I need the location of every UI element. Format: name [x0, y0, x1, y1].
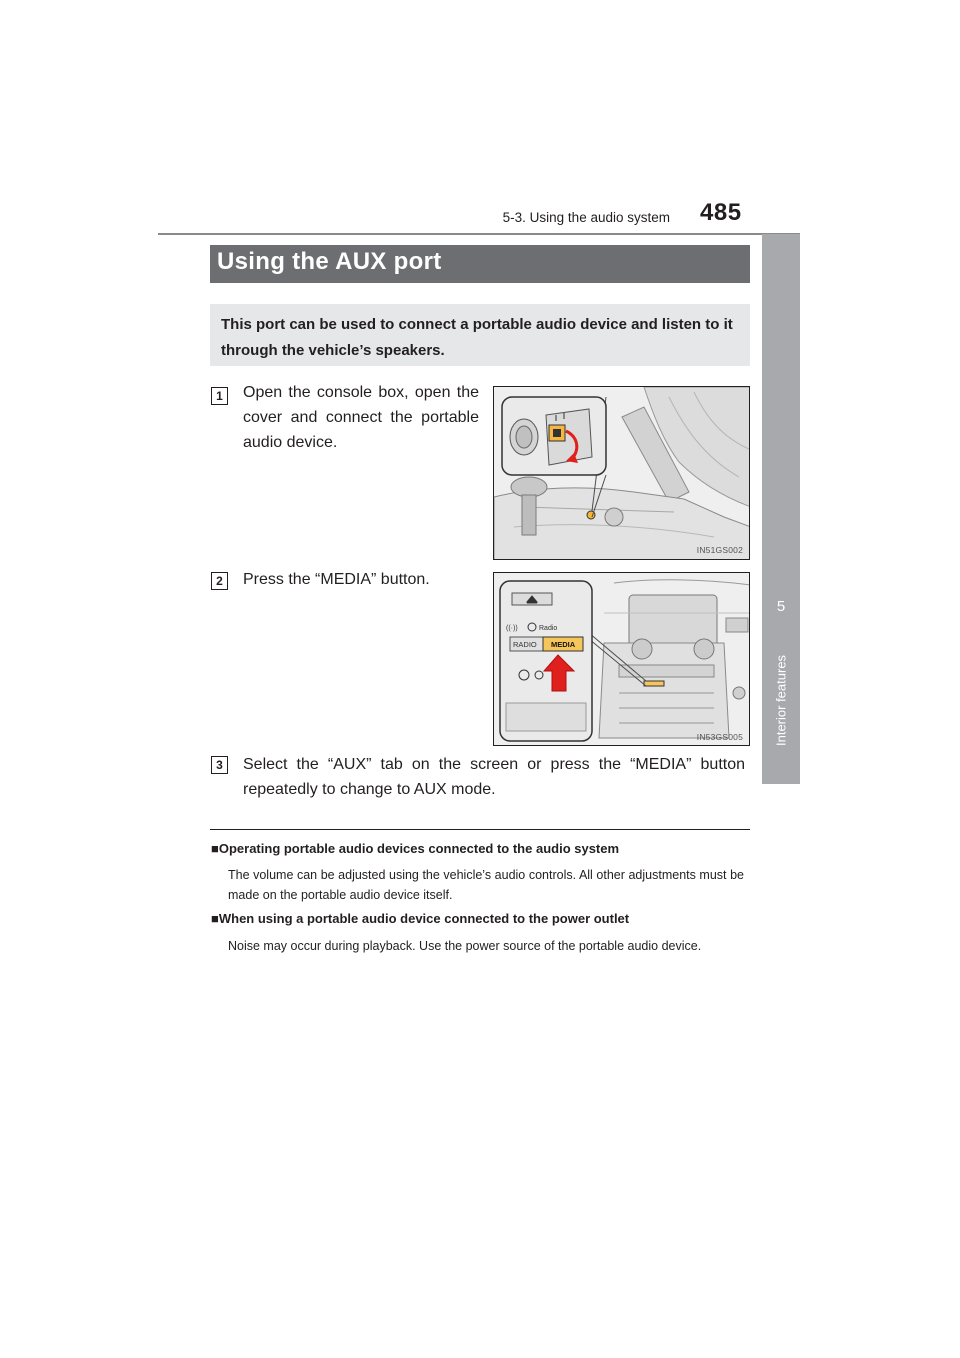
- inset-radio-button-label: RADIO: [513, 640, 537, 649]
- chapter-number: 5: [776, 598, 786, 615]
- running-header-section: 5-3. Using the audio system: [502, 210, 670, 225]
- intro-text: This port can be used to connect a portable audio device and listen to it through the vehicle’s speakers.: [221, 316, 733, 359]
- inset-radio-small-label: Radio: [539, 625, 558, 632]
- console-box-illustration: [494, 387, 750, 560]
- square-bullet-icon: ■: [211, 911, 219, 926]
- header-rule: [158, 233, 800, 235]
- step-3-text: Select the “AUX” tab on the screen or press the “MEDIA” button repeatedly to change to AUX mode.: [243, 756, 745, 798]
- notes-divider: [210, 829, 750, 830]
- square-bullet-icon: ■: [211, 841, 219, 856]
- step-marker-3: 3: [211, 756, 228, 774]
- step-marker-1: 1: [211, 387, 228, 405]
- figure-2-id: IN53GS005: [696, 732, 743, 742]
- note-2-heading: ■When using a portable audio device connected to the power outlet: [211, 911, 630, 926]
- note-1-heading: ■Operating portable audio devices connected to the audio system: [211, 841, 620, 856]
- page-number: 485: [700, 199, 742, 226]
- figure-1-id: IN51GS002: [696, 545, 743, 555]
- chapter-title: Interior features: [773, 654, 789, 746]
- step-1-text: Open the console box, open the cover and connect the portable audio device.: [243, 384, 479, 451]
- dashboard-illustration: [494, 573, 750, 746]
- note-1-body: The volume can be adjusted using the vehicle’s audio controls. All other adjustments must be made on the portable audio device itself.: [228, 868, 744, 902]
- step-marker-2: 2: [211, 572, 228, 590]
- inset-media-button-label: MEDIA: [551, 640, 576, 649]
- svg-text:((·)): ((·)): [506, 625, 518, 632]
- step-2-text: Press the “MEDIA” button.: [243, 571, 430, 588]
- figure-console-box: [493, 386, 750, 560]
- note-2-body: Noise may occur during playback. Use the power source of the portable audio device.: [228, 939, 702, 953]
- section-title: Using the AUX port: [217, 248, 442, 275]
- figure-media-button: [493, 572, 750, 746]
